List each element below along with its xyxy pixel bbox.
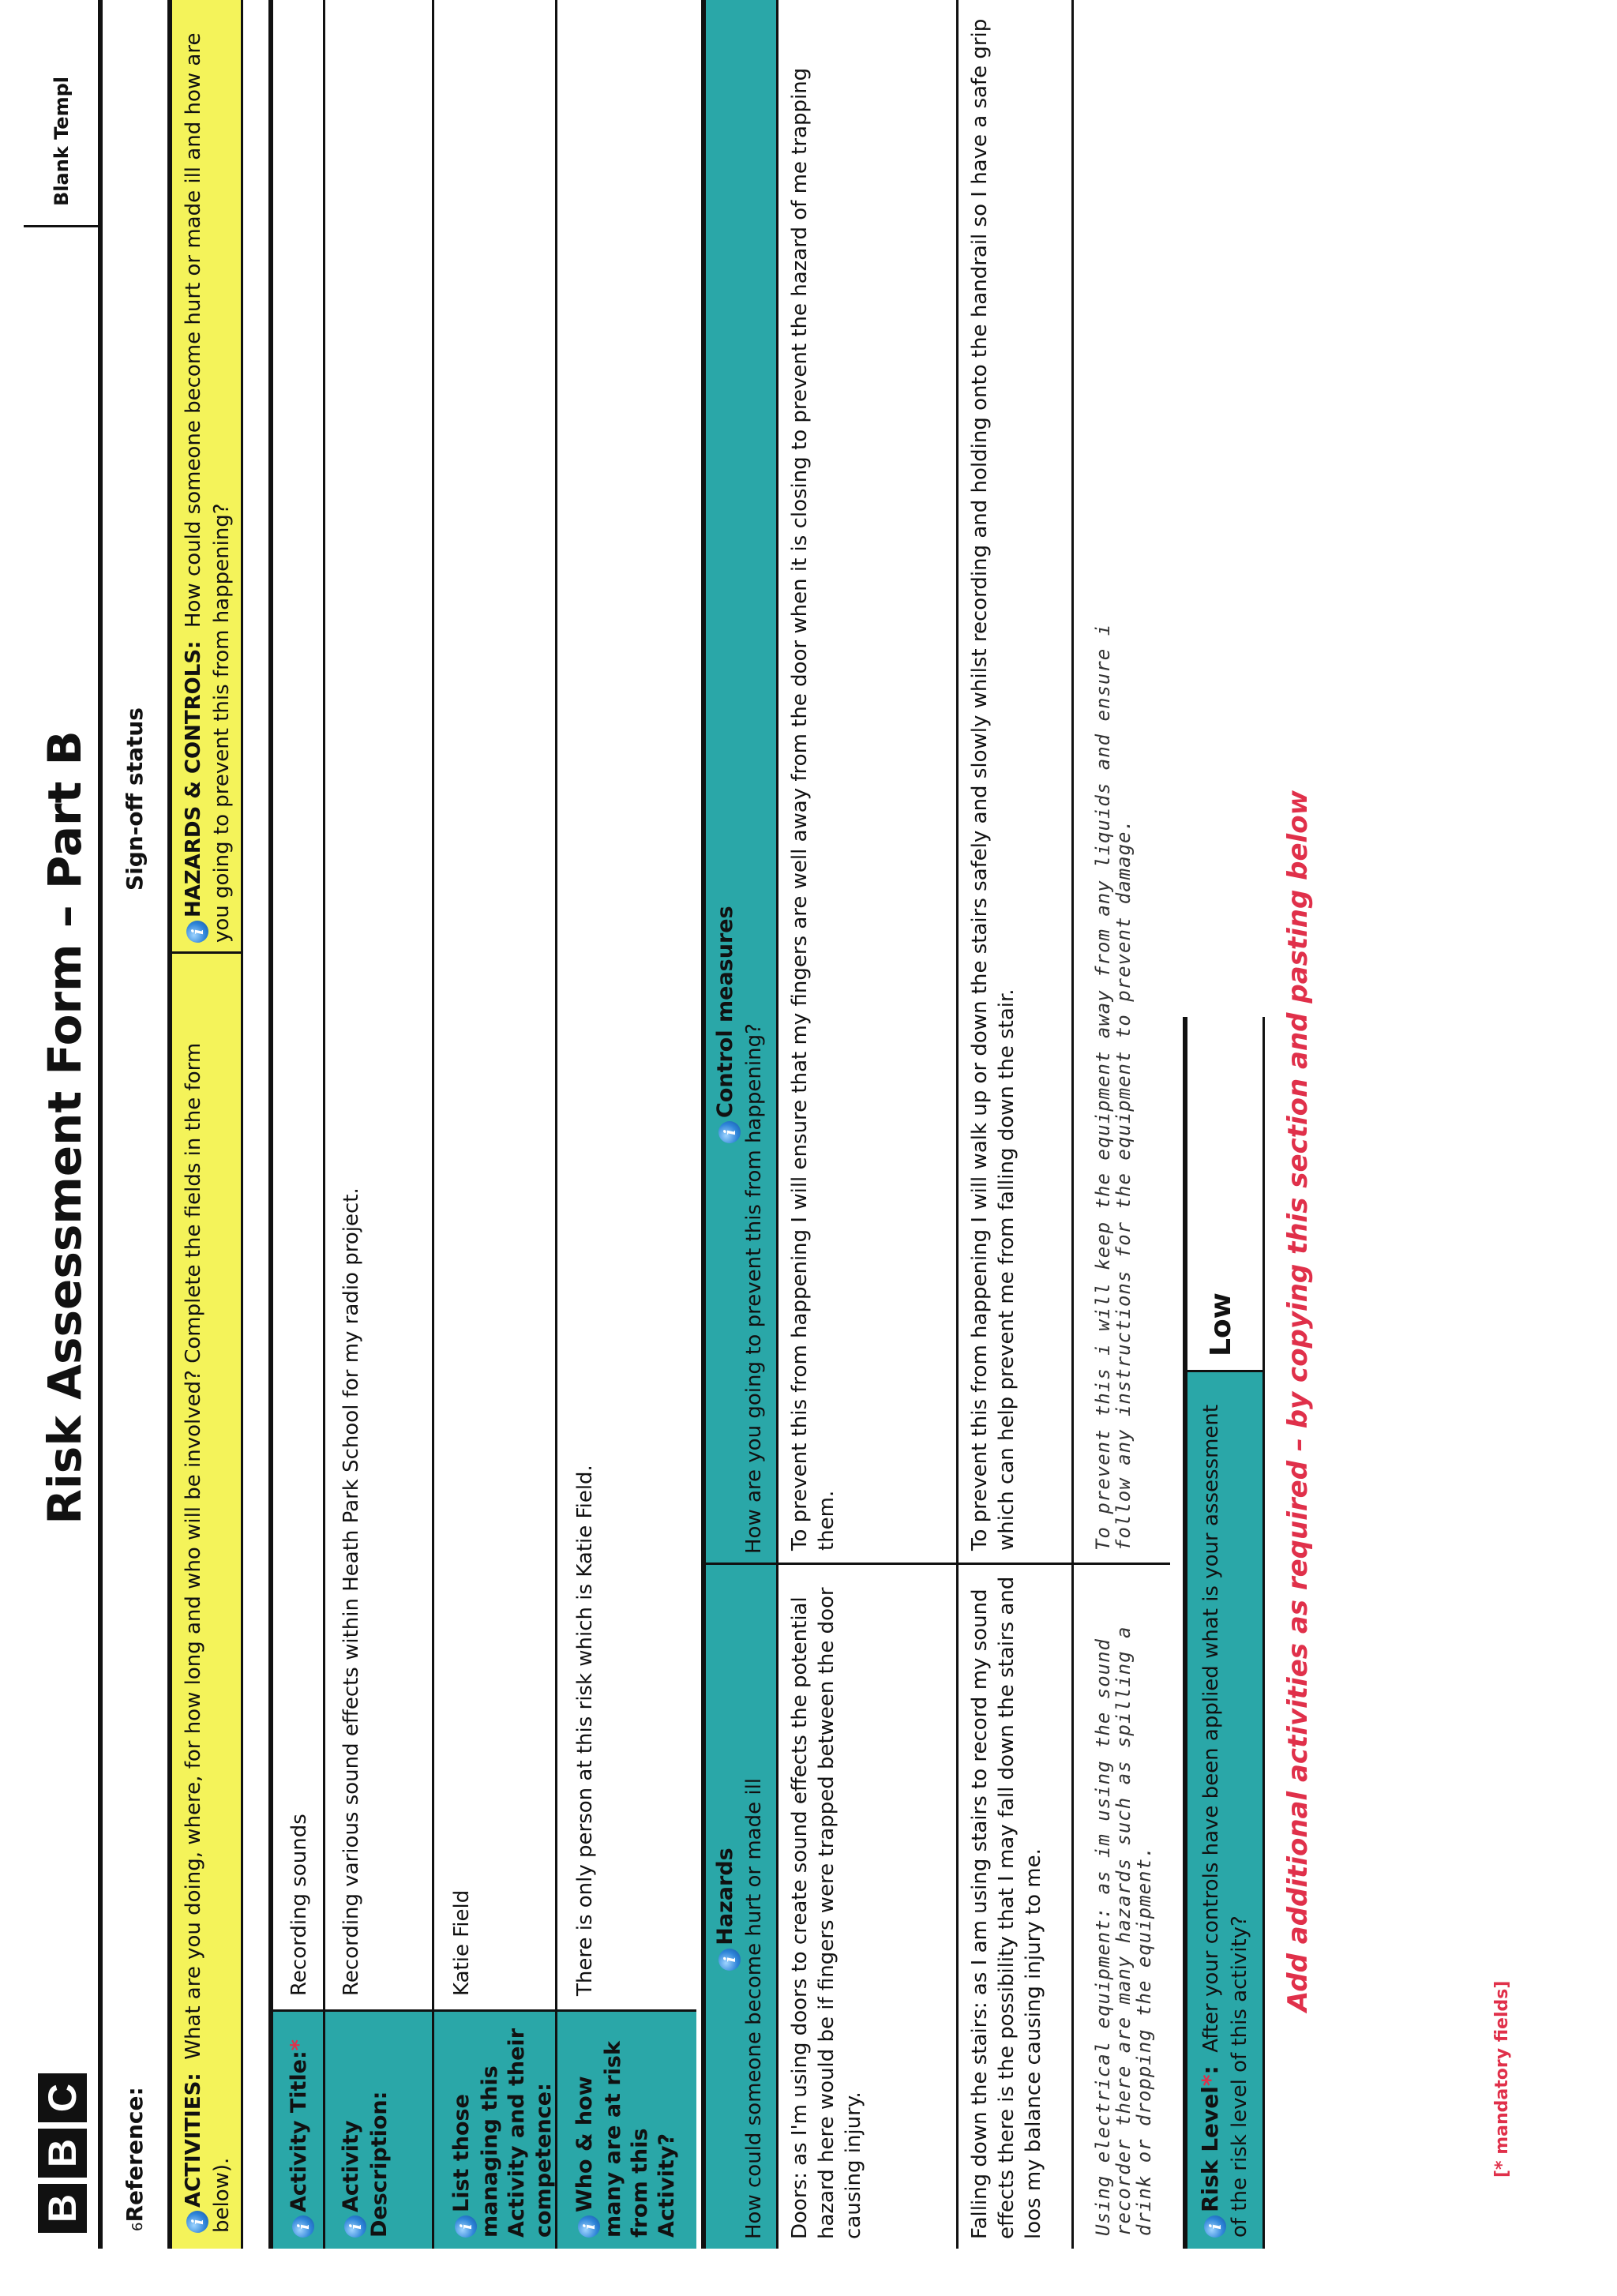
activity-description-label: iActivity Description: — [339, 2091, 392, 2238]
signoff-status: Sign-off status — [122, 707, 148, 891]
bar-divider — [172, 951, 243, 954]
controls-header-sub: How are you going to prevent this from happening? — [742, 1023, 766, 1554]
hazards-header-label: Hazards — [713, 1848, 737, 1945]
info-icon[interactable]: i — [186, 2211, 208, 2233]
field-row-activity-title — [273, 0, 325, 2249]
activity-description-value[interactable]: Recording various sound effects within Heath Park School for my radio project. — [340, 1187, 363, 1996]
control-cell[interactable]: To prevent this from happening I will walk up or down the stairs safely and slowly whilst recording and holding onto the handrail so I have a safe grip which can help prevent me from falling down the stair. — [968, 18, 1019, 1551]
logo-letter-b2: B — [38, 2129, 87, 2178]
risk-level-value[interactable]: Low — [1205, 1292, 1237, 1356]
info-icon[interactable]: i — [344, 2215, 366, 2238]
reference-prefix: 6 — [129, 2222, 146, 2231]
field-row-activity-description — [325, 0, 434, 2249]
table-row — [1074, 0, 1170, 2249]
people-at-risk-label: iWho & how many are at risk from this Activity? — [572, 2041, 679, 2238]
info-icon[interactable]: i — [455, 2215, 477, 2238]
info-icon[interactable]: i — [718, 1949, 741, 1971]
info-icon[interactable]: i — [578, 2215, 600, 2238]
hazards-controls-label: HAZARDS & CONTROLS: — [182, 640, 205, 917]
hazard-cell[interactable]: Falling down the stairs: as I am using stairs to record my sound effects there is the possibility that I may fall down the stairs and loos my balance causing injury to me. — [968, 1576, 1045, 2239]
template-label: Blank Templ — [51, 77, 73, 206]
info-icon[interactable]: i — [186, 921, 208, 943]
risk-level-label-cell — [1187, 1372, 1262, 2249]
risk-level-question — [1197, 1385, 1253, 2238]
field-row-managers — [434, 0, 557, 2249]
risk-divider — [1187, 1370, 1262, 1372]
field-row-people-at-risk — [557, 0, 696, 2249]
people-at-risk-value[interactable]: There is only person at this risk which is Katie Field. — [573, 1465, 597, 1996]
managers-label: iList those managing this Activity and their competence: — [449, 2028, 556, 2238]
risk-level-question-text: After your controls have been applied what is your assessment of the risk level of this activity? — [1199, 1404, 1251, 2238]
hazard-cell-handwritten[interactable]: Using electrical equipment: as im using the sound recorder there are many hazards such as spilling a drink or dropping the equipment. — [1092, 1626, 1155, 2236]
logo-letter-c: C — [38, 2073, 87, 2122]
activities-bar — [167, 0, 243, 2249]
risk-level-label: Risk Level — [1197, 2086, 1223, 2212]
table-row — [959, 0, 1074, 2249]
page-title: Risk Assessment Form – Part B — [38, 730, 92, 1525]
risk-level-row — [1183, 1017, 1265, 2249]
activities-label: ACTIVITIES: — [182, 2073, 205, 2208]
control-cell[interactable]: To prevent this from happening I will ensure that my fingers are well away from the door when it is closing to prevent the hazard of me trapping them. — [788, 67, 839, 1551]
hazards-table — [701, 0, 1170, 2249]
info-icon[interactable]: i — [292, 2215, 314, 2238]
hazards-controls-instructions — [180, 11, 235, 943]
activities-text: What are you doing, where, for how long and who will be involved? Complete the fields in the form below). — [182, 1042, 234, 2233]
hazards-header-sub: How could someone become hurt or made ill — [742, 1777, 766, 2239]
hazards-controls-text: How could someone become hurt or made ill and how are you going to prevent this from happening? — [182, 32, 234, 943]
managers-value[interactable]: Katie Field — [450, 1889, 474, 1996]
bbc-logo — [38, 2067, 87, 2233]
logo-letter-b1: B — [38, 2184, 87, 2233]
activity-title-label: iActivity Title:* — [286, 2017, 314, 2238]
reference-field[interactable] — [122, 2087, 148, 2231]
activity-fields — [268, 0, 696, 2249]
mandatory-fields-note: [* mandatory fields] — [1492, 1980, 1512, 2178]
hazards-table-header — [706, 0, 778, 2249]
hazards-column-header — [712, 1570, 767, 2249]
control-cell-handwritten[interactable]: To prevent this i will keep the equipment away from any liquids and ensure i follow any instructions for the equipment to prevent damage. — [1092, 623, 1135, 1551]
risk-level-colon: : — [1197, 2065, 1223, 2075]
info-icon[interactable]: i — [1204, 2215, 1226, 2238]
required-marker: * — [1197, 2074, 1223, 2087]
hazard-cell[interactable]: Doors: as I'm using doors to create sound effects the potential hazard here would be if fingers were trapped between the door causing injury. — [788, 1587, 865, 2239]
activities-instructions — [180, 970, 235, 2233]
info-icon[interactable]: i — [718, 1121, 741, 1143]
reference-row — [111, 0, 158, 2249]
activity-title-value[interactable]: Recording sounds — [287, 1814, 311, 1996]
template-box — [24, 0, 103, 227]
controls-column-header — [712, 6, 767, 1554]
table-row — [778, 0, 959, 2249]
reference-label: Reference: — [122, 2087, 148, 2223]
controls-header-label: Control measures — [713, 906, 737, 1118]
header-bar — [24, 0, 103, 2249]
add-activities-instruction: Add additional activities as required – by copying this section and pasting below — [1282, 790, 1314, 2012]
required-marker: * — [287, 2039, 311, 2051]
